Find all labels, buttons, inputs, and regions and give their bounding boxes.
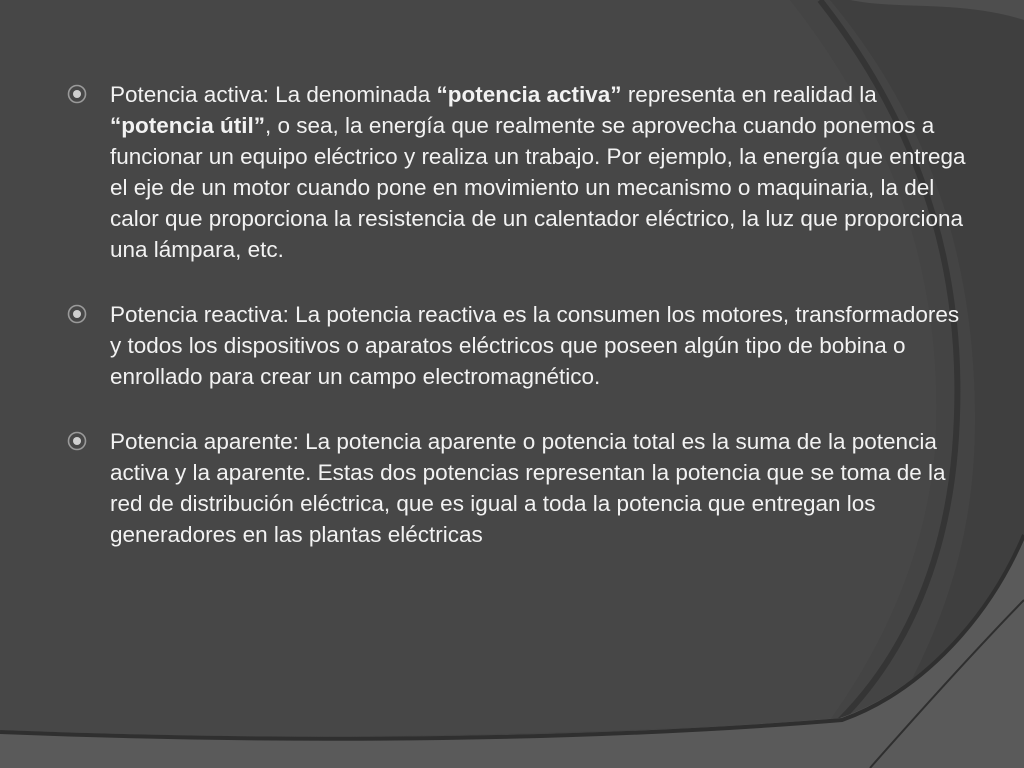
bullet-item-potencia-reactiva: [66, 299, 966, 392]
bullet-text-potencia-aparente: Potencia aparente: La potencia aparente o potencia total es la suma de la potencia activa y la aparente. Estas dos potencias representan la potencia que se toma de la red de distribución eléctrica, que es igual a toda la potencia que entregan los generadores en las plantas eléctricas: [110, 429, 946, 547]
circle-bullet-icon: [66, 83, 88, 105]
bullet-text-potencia-reactiva: Potencia reactiva: La potencia reactiva es la consumen los motores, transformadores y todos los dispositivos o aparatos eléctricos que poseen algún tipo de bobina o enrollado para crear un campo electromagnético.: [110, 302, 960, 389]
bold-term-potencia-activa: “potencia activa”: [436, 82, 622, 107]
circle-bullet-icon: [66, 430, 88, 452]
bold-term-potencia-util: “potencia útil”: [110, 113, 266, 138]
bullet-item-potencia-aparente: [66, 426, 966, 550]
circle-bullet-icon: [66, 303, 88, 325]
content-area: [66, 79, 966, 584]
bullet-item-potencia-activa: [66, 79, 966, 265]
bullet-text-potencia-activa: Potencia activa: La denominada “potencia activa” representa en realidad la “potencia útil”, o sea, la energía que realmente se aprovecha cuando ponemos a funcionar un equipo eléctrico y realiza un trabajo. Por ejemplo, la energía que entrega el eje de un motor cuando pone en movimiento un mecanismo o maquinaria, la del calor que proporciona la resistencia de un calentador eléctrico, la luz que proporciona una lámpara, etc.: [110, 82, 966, 262]
